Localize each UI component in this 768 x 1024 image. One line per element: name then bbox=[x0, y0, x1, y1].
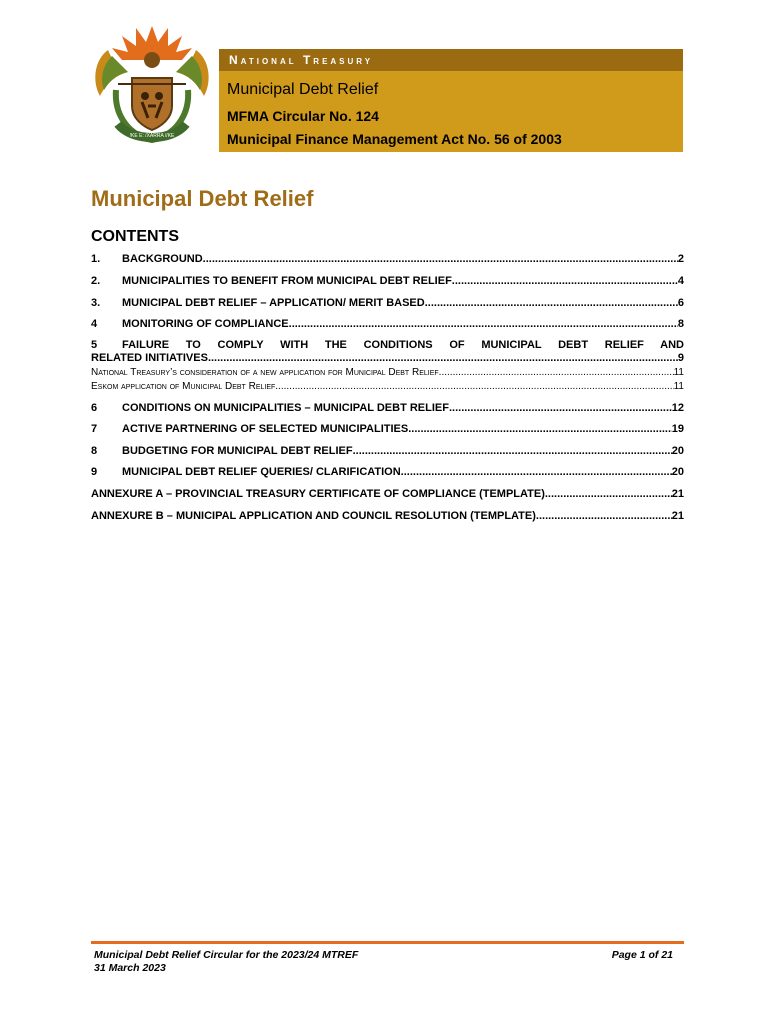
org-name: National Treasury bbox=[229, 53, 374, 67]
toc-page: 9 bbox=[677, 352, 684, 364]
toc-number: 9 bbox=[91, 466, 98, 478]
toc-leader bbox=[408, 423, 672, 436]
footer-page-number: Page 1 of 21 bbox=[611, 949, 673, 961]
toc-label: BACKGROUND bbox=[122, 253, 203, 265]
contents-heading: CONTENTS bbox=[91, 228, 179, 245]
toc-label: ACTIVE PARTNERING OF SELECTED MUNICIPALITIES bbox=[122, 423, 409, 435]
toc-entry[interactable] bbox=[91, 297, 684, 310]
toc-entry[interactable] bbox=[91, 510, 684, 523]
toc-number: 7 bbox=[91, 423, 98, 435]
toc-label: CONDITIONS ON MUNICIPALITIES – MUNICIPAL DEBT RELIEF bbox=[122, 402, 449, 414]
header-doc-name: Municipal Debt Relief bbox=[227, 81, 379, 98]
toc-page: 8 bbox=[677, 318, 684, 330]
toc-label: MUNICIPAL DEBT RELIEF QUERIES/ CLARIFICATION bbox=[122, 466, 401, 478]
toc-leader bbox=[208, 352, 678, 365]
toc-number: 3. bbox=[91, 297, 101, 309]
toc-entry[interactable] bbox=[91, 318, 684, 331]
toc-page: 2 bbox=[677, 253, 684, 265]
toc-number: 6 bbox=[91, 402, 98, 414]
toc-label: MUNICIPALITIES TO BENEFIT FROM MUNICIPAL DEBT RELIEF bbox=[122, 275, 452, 287]
toc-number: 5 bbox=[91, 339, 98, 351]
toc-entry[interactable] bbox=[91, 339, 684, 365]
toc-label: BUDGETING FOR MUNICIPAL DEBT RELIEF bbox=[122, 445, 353, 457]
toc-label-continued: RELATED INITIATIVES bbox=[91, 352, 208, 364]
toc-page: 21 bbox=[671, 488, 684, 500]
toc-number: 2. bbox=[91, 275, 101, 287]
toc-page: 6 bbox=[677, 297, 684, 309]
page-title: Municipal Debt Relief bbox=[91, 186, 314, 211]
toc-page: 20 bbox=[671, 445, 684, 457]
toc-page: 21 bbox=[671, 510, 684, 522]
toc-leader bbox=[439, 366, 674, 379]
toc-page: 11 bbox=[673, 367, 684, 378]
toc-page: 12 bbox=[671, 402, 684, 414]
toc-number: 1. bbox=[91, 253, 101, 265]
toc-entry[interactable] bbox=[91, 445, 684, 458]
toc-subentry[interactable] bbox=[91, 380, 684, 393]
toc-page: 20 bbox=[671, 466, 684, 478]
toc-subentry[interactable] bbox=[91, 366, 684, 379]
header-circular: MFMA Circular No. 124 bbox=[227, 108, 379, 124]
footer-divider bbox=[91, 941, 684, 944]
toc-leader bbox=[545, 488, 672, 501]
toc-leader bbox=[275, 380, 673, 393]
header-banner bbox=[219, 71, 683, 152]
toc-entry[interactable] bbox=[91, 402, 684, 415]
footer-date: 31 March 2023 bbox=[94, 962, 166, 974]
toc-label: FAILURE TO COMPLY WITH THE CONDITIONS OF MUNICIPAL DEBT RELIEF AND bbox=[122, 339, 684, 351]
toc-page: 11 bbox=[673, 381, 684, 392]
toc-label: MUNICIPAL DEBT RELIEF – APPLICATION/ MERIT BASED bbox=[122, 297, 425, 309]
toc-entry[interactable] bbox=[91, 488, 684, 501]
toc-leader bbox=[536, 510, 672, 523]
toc-number: 4 bbox=[91, 318, 98, 330]
toc-leader bbox=[452, 275, 678, 288]
header-banner-top bbox=[219, 49, 683, 71]
toc-leader bbox=[449, 402, 672, 415]
toc-label: MONITORING OF COMPLIANCE bbox=[122, 318, 289, 330]
motto-text: !KE E: /XARRA //KE bbox=[129, 133, 175, 139]
toc-leader bbox=[353, 445, 672, 458]
toc-number: 8 bbox=[91, 445, 98, 457]
footer-info bbox=[94, 949, 358, 975]
footer-circular-title: Municipal Debt Relief Circular for the 2023/24 MTREF bbox=[94, 949, 359, 961]
toc-label: National Treasury’s consideration of a new application for Municipal Debt Relief bbox=[91, 367, 439, 378]
toc-leader bbox=[289, 318, 678, 331]
coat-of-arms-logo bbox=[88, 20, 216, 148]
toc-entry[interactable] bbox=[91, 253, 684, 266]
toc-leader bbox=[401, 466, 672, 479]
toc-leader bbox=[203, 253, 678, 266]
toc-leader bbox=[425, 297, 678, 310]
toc-entry[interactable] bbox=[91, 423, 684, 436]
toc-label: ANNEXURE B – MUNICIPAL APPLICATION AND COUNCIL RESOLUTION (TEMPLATE) bbox=[91, 510, 536, 522]
toc-entry[interactable] bbox=[91, 275, 684, 288]
toc-entry[interactable] bbox=[91, 466, 684, 479]
toc-label: ANNEXURE A – PROVINCIAL TREASURY CERTIFICATE OF COMPLIANCE (TEMPLATE) bbox=[91, 488, 545, 500]
header-act: Municipal Finance Management Act No. 56 of 2003 bbox=[227, 131, 562, 147]
toc-page: 4 bbox=[677, 275, 684, 287]
toc-label: Eskom application of Municipal Debt Relief bbox=[91, 381, 276, 392]
toc-page: 19 bbox=[671, 423, 684, 435]
